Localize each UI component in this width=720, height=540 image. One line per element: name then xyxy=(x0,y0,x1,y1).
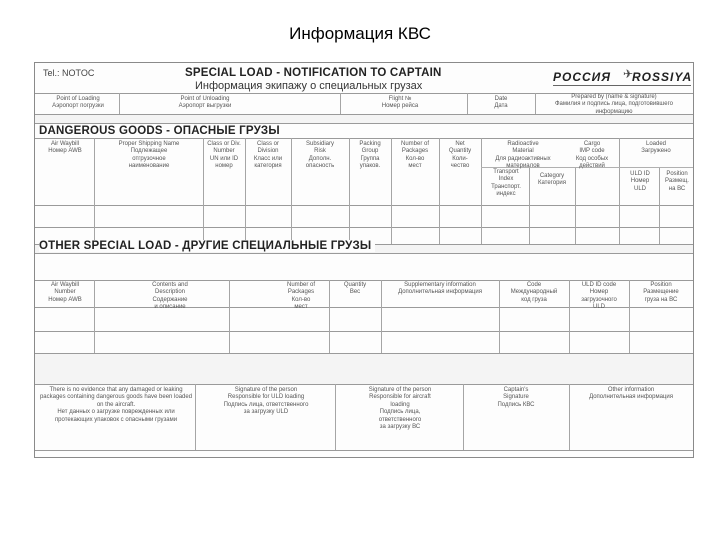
dg-col-class: Class or Division Класс или категория xyxy=(253,141,283,170)
osl-col-uld-id: ULD ID code Номер загрузочного ULD xyxy=(581,282,617,311)
dg-col-imp-code: Cargo IMP code Код особых действий xyxy=(575,141,609,170)
notoc-form xyxy=(34,62,694,458)
dg-col-un-number: Class or Div. Number UN или ID номер xyxy=(207,141,241,170)
osl-col-position: Position Размещение груза на ВС xyxy=(643,282,679,303)
footer-no-damage-statement: There is no evidence that any damaged or leaking packages containing dangerous goods have been loaded on the aircraft. Нет данных о загрузке поврежденных или протекающих упаковок с опасными грузами xyxy=(39,387,193,423)
point-of-loading-label: Point of Loading Аэропорт погрузки xyxy=(52,96,104,110)
osl-col-code: Code Международный код груза xyxy=(510,282,558,303)
dg-sub-position: Position Размещ. на ВС xyxy=(665,171,689,192)
other-special-load-heading: OTHER SPECIAL LOAD - ДРУГИЕ СПЕЦИАЛЬНЫЕ ГРУЗЫ xyxy=(39,240,375,252)
dg-col-subsidiary-risk: Subsidiary Risk Дополн. опасность xyxy=(305,141,335,170)
rule xyxy=(35,205,693,206)
rule xyxy=(35,384,693,385)
rule xyxy=(35,280,693,281)
dg-col-packing-group: Packing Group Группа упаков. xyxy=(359,141,381,170)
spacer xyxy=(35,354,693,384)
dangerous-goods-heading: DANGEROUS GOODS - ОПАСНЫЕ ГРУЗЫ xyxy=(39,125,280,137)
osl-col-quantity: Quantity Вес xyxy=(343,282,367,296)
rule xyxy=(35,331,693,332)
point-of-unloading-label: Point of Unloading Аэропорт выгрузки xyxy=(178,96,232,110)
date-label: Date Дата xyxy=(494,96,508,110)
dg-col-radioactive: Radioactive Material Для радиоактивных материалов xyxy=(495,141,551,170)
dg-sub-category: Category Категория xyxy=(537,173,567,187)
form-subtitle: Информация экипажу о специальных грузах xyxy=(195,80,423,92)
osl-col-supplementary: Supplementary information Дополнительная информация xyxy=(398,282,482,296)
dg-col-net-quantity: Net Quantity Коли- чество xyxy=(448,141,472,170)
footer-other-info: Other information Дополнительная информация xyxy=(589,387,673,401)
plane-icon: ✈ xyxy=(623,67,634,81)
dg-col-shipping-name: Proper Shipping Name Подлежащее отгрузочное наименование xyxy=(118,141,180,170)
prepared-by-label: Prepared by (name & signature) Фамилия и подпись лица, подготовившего информацию xyxy=(555,94,673,115)
rule xyxy=(35,227,693,228)
page-title: Информация КВС xyxy=(289,24,431,43)
rule xyxy=(35,450,693,451)
dg-sub-uld-id: ULD ID Номер ULD xyxy=(630,171,650,192)
logo-text-ru: РОССИЯ xyxy=(553,70,612,84)
rule xyxy=(35,123,693,124)
footer-uld-signature: Signature of the person Responsible for ULD loading Подпись лица, ответственного за загрузку ULD xyxy=(223,387,309,416)
dg-col-packages: Number of Packages Кол-во мест xyxy=(400,141,429,170)
osl-col-contents: Contents and Description Содержание и описание xyxy=(152,282,188,311)
footer-aircraft-signature: Signature of the person Responsible for aircraft loading Подпись лица, ответственного за загрузку ВС xyxy=(368,387,432,431)
flight-number-label: Flight № Номер рейса xyxy=(381,96,419,110)
rule xyxy=(35,253,693,254)
dg-col-awb: Air Waybill Номер AWB xyxy=(48,141,82,155)
form-title: SPECIAL LOAD - NOTIFICATION TO CAPTAIN xyxy=(185,67,442,79)
osl-col-awb: Air Waybill Number Номер AWB xyxy=(48,282,82,303)
dg-col-loaded: Loaded Загружено xyxy=(641,141,671,155)
dg-sub-transport-index: Transport Index Транспорт. индекс xyxy=(491,169,521,198)
tel-label: Tel.: NOTOC xyxy=(43,68,95,78)
osl-col-packages: Number of Packages Кол-во мест xyxy=(286,282,315,311)
rule xyxy=(35,138,693,139)
footer-captain-signature: Captain's Signature Подпись КВС xyxy=(497,387,535,408)
logo-text-en: ROSSIYA xyxy=(632,70,693,84)
logo-underline xyxy=(553,85,691,86)
